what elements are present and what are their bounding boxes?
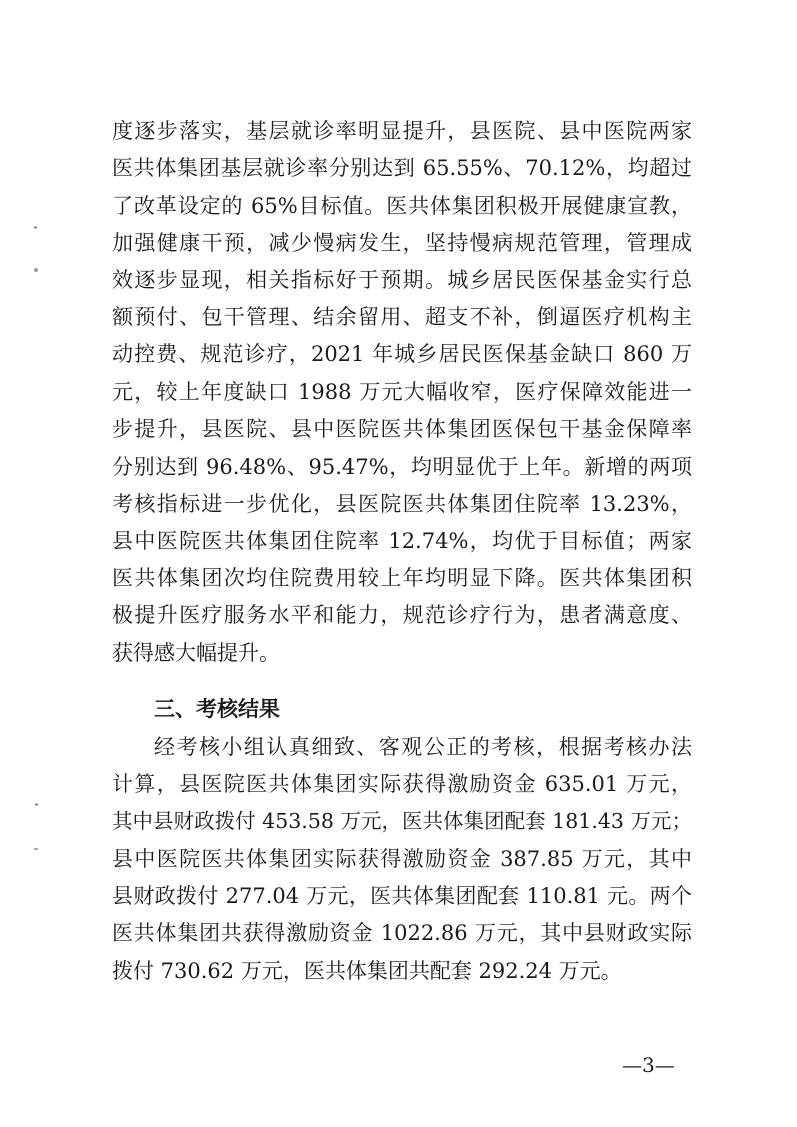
body-text-line: 加强健康干预，减少慢病发生，坚持慢病规范管理，管理成 (112, 231, 692, 255)
scan-speck (34, 226, 37, 229)
body-text-line: 度逐步落实，基层就诊率明显提升，县医院、县中医院两家 (112, 119, 692, 143)
body-text-line: 县中医院医共体集团实际获得激励资金 387.85 万元，其中 (112, 847, 692, 871)
scan-speck (34, 848, 38, 850)
scan-speck (34, 268, 38, 272)
body-text-line: 元，较上年度缺口 1988 万元大幅收窄，医疗保障效能进一 (112, 380, 692, 404)
body-text-line: 经考核小组认真细致、客观公正的考核，根据考核办法 (154, 735, 692, 759)
body-text-line: 效逐步显现，相关指标好于预期。城乡居民医保基金实行总 (112, 268, 692, 292)
body-text-line: 县中医院医共体集团住院率 12.74%，均优于目标值；两家 (112, 529, 692, 553)
body-text-line: 额预付、包干管理、结余留用、超支不补，倒逼医疗机构主 (112, 305, 692, 329)
body-text-line: 获得感大幅提升。 (112, 641, 280, 665)
body-text-line: 其中县财政拨付 453.58 万元，医共体集团配套 181.43 万元； (112, 809, 692, 833)
body-text-line: 医共体集团次均住院费用较上年均明显下降。医共体集团积 (112, 566, 692, 590)
body-text-line: 了改革设定的 65%目标值。医共体集团积极开展健康宣教， (112, 194, 692, 218)
section-heading: 三、考核结果 (154, 697, 280, 721)
page-number: —3— (622, 1053, 675, 1077)
body-text-line: 计算，县医院医共体集团实际获得激励资金 635.01 万元， (112, 772, 692, 796)
body-text-line: 考核指标进一步优化，县医院医共体集团住院率 13.23%， (112, 492, 692, 516)
body-text-line: 县财政拨付 277.04 万元，医共体集团配套 110.81 元。两个 (112, 884, 692, 908)
body-text-line: 动控费、规范诊疗，2021 年城乡居民医保基金缺口 860 万 (112, 342, 692, 366)
body-text-line: 拨付 730.62 万元，医共体集团共配套 292.24 万元。 (112, 959, 622, 983)
body-text-line: 医共体集团基层就诊率分别达到 65.55%、70.12%，均超过 (112, 156, 692, 180)
scan-speck (35, 803, 38, 806)
body-text-line: 分别达到 96.48%、95.47%，均明显优于上年。新增的两项 (112, 455, 692, 479)
body-text-line: 医共体集团共获得激励资金 1022.86 万元，其中县财政实际 (112, 921, 692, 945)
body-text-line: 极提升医疗服务水平和能力，规范诊疗行为，患者满意度、 (112, 603, 692, 627)
body-text-line: 步提升，县医院、县中医院医共体集团医保包干基金保障率 (112, 417, 692, 441)
